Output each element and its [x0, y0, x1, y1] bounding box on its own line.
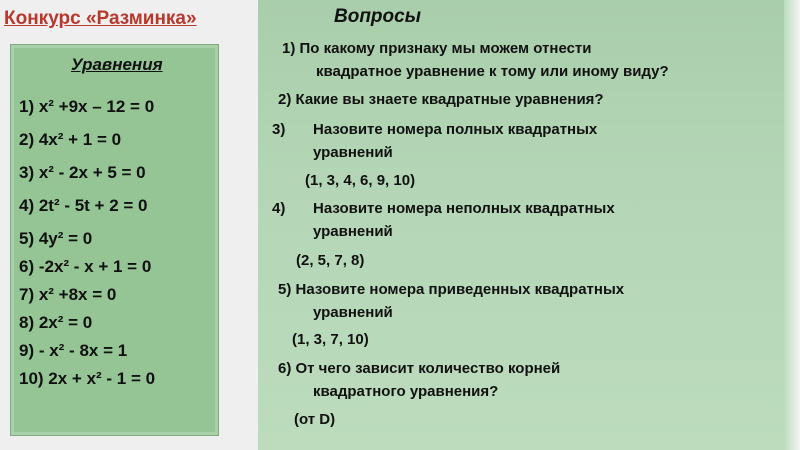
slide-edge-gradient: [784, 0, 800, 450]
question-3-line-2: уравнений: [313, 144, 393, 161]
question-3-line-1: Назовите номера полных квадратных: [313, 121, 598, 138]
equation-item: 6) -2x² - x + 1 = 0: [19, 257, 152, 276]
question-5-answer: (1, 3, 7, 10): [292, 331, 369, 348]
equations-panel: [10, 44, 219, 436]
question-4-answer: (2, 5, 7, 8): [296, 252, 365, 269]
question-5-line-1: 5) Назовите номера приведенных квадратных: [278, 281, 625, 298]
question-2: 2) Какие вы знаете квадратные уравнения?: [278, 91, 604, 108]
equation-item: 7) x² +8x = 0: [19, 285, 117, 304]
question-1-line-2: квадратное уравнение к тому или иному виду?: [316, 63, 669, 80]
equation-item: 9) - x² - 8x = 1: [19, 341, 128, 360]
question-6-line-1: 6) От чего зависит количество корней: [278, 360, 561, 377]
question-3-answer: (1, 3, 4, 6, 9, 10): [305, 172, 416, 189]
question-6-answer: (от D): [294, 411, 336, 428]
equation-item: 5) 4y² = 0: [19, 229, 93, 248]
question-1-line-1: 1) По какому признаку мы можем отнести: [282, 40, 592, 57]
questions-title: Вопросы: [334, 6, 421, 27]
equation-item: 3) x² - 2x + 5 = 0: [19, 163, 146, 182]
question-6-line-2: квадратного уравнения?: [313, 383, 499, 400]
question-5-line-2: уравнений: [313, 304, 393, 321]
equation-item: 2) 4x² + 1 = 0: [19, 130, 122, 149]
contest-title: Конкурс «Разминка»: [4, 8, 197, 29]
equation-item: 8) 2x² = 0: [19, 313, 93, 332]
equation-item: 1) x² +9x – 12 = 0: [19, 97, 155, 116]
question-3-number: 3): [272, 121, 286, 138]
equations-title: Уравнения: [71, 55, 163, 74]
equation-item: 4) 2t² - 5t + 2 = 0: [19, 196, 148, 215]
question-4-number: 4): [272, 200, 286, 217]
question-4-line-2: уравнений: [313, 223, 393, 240]
question-4-line-1: Назовите номера неполных квадратных: [313, 200, 615, 217]
equation-item: 10) 2x + x² - 1 = 0: [19, 369, 156, 388]
